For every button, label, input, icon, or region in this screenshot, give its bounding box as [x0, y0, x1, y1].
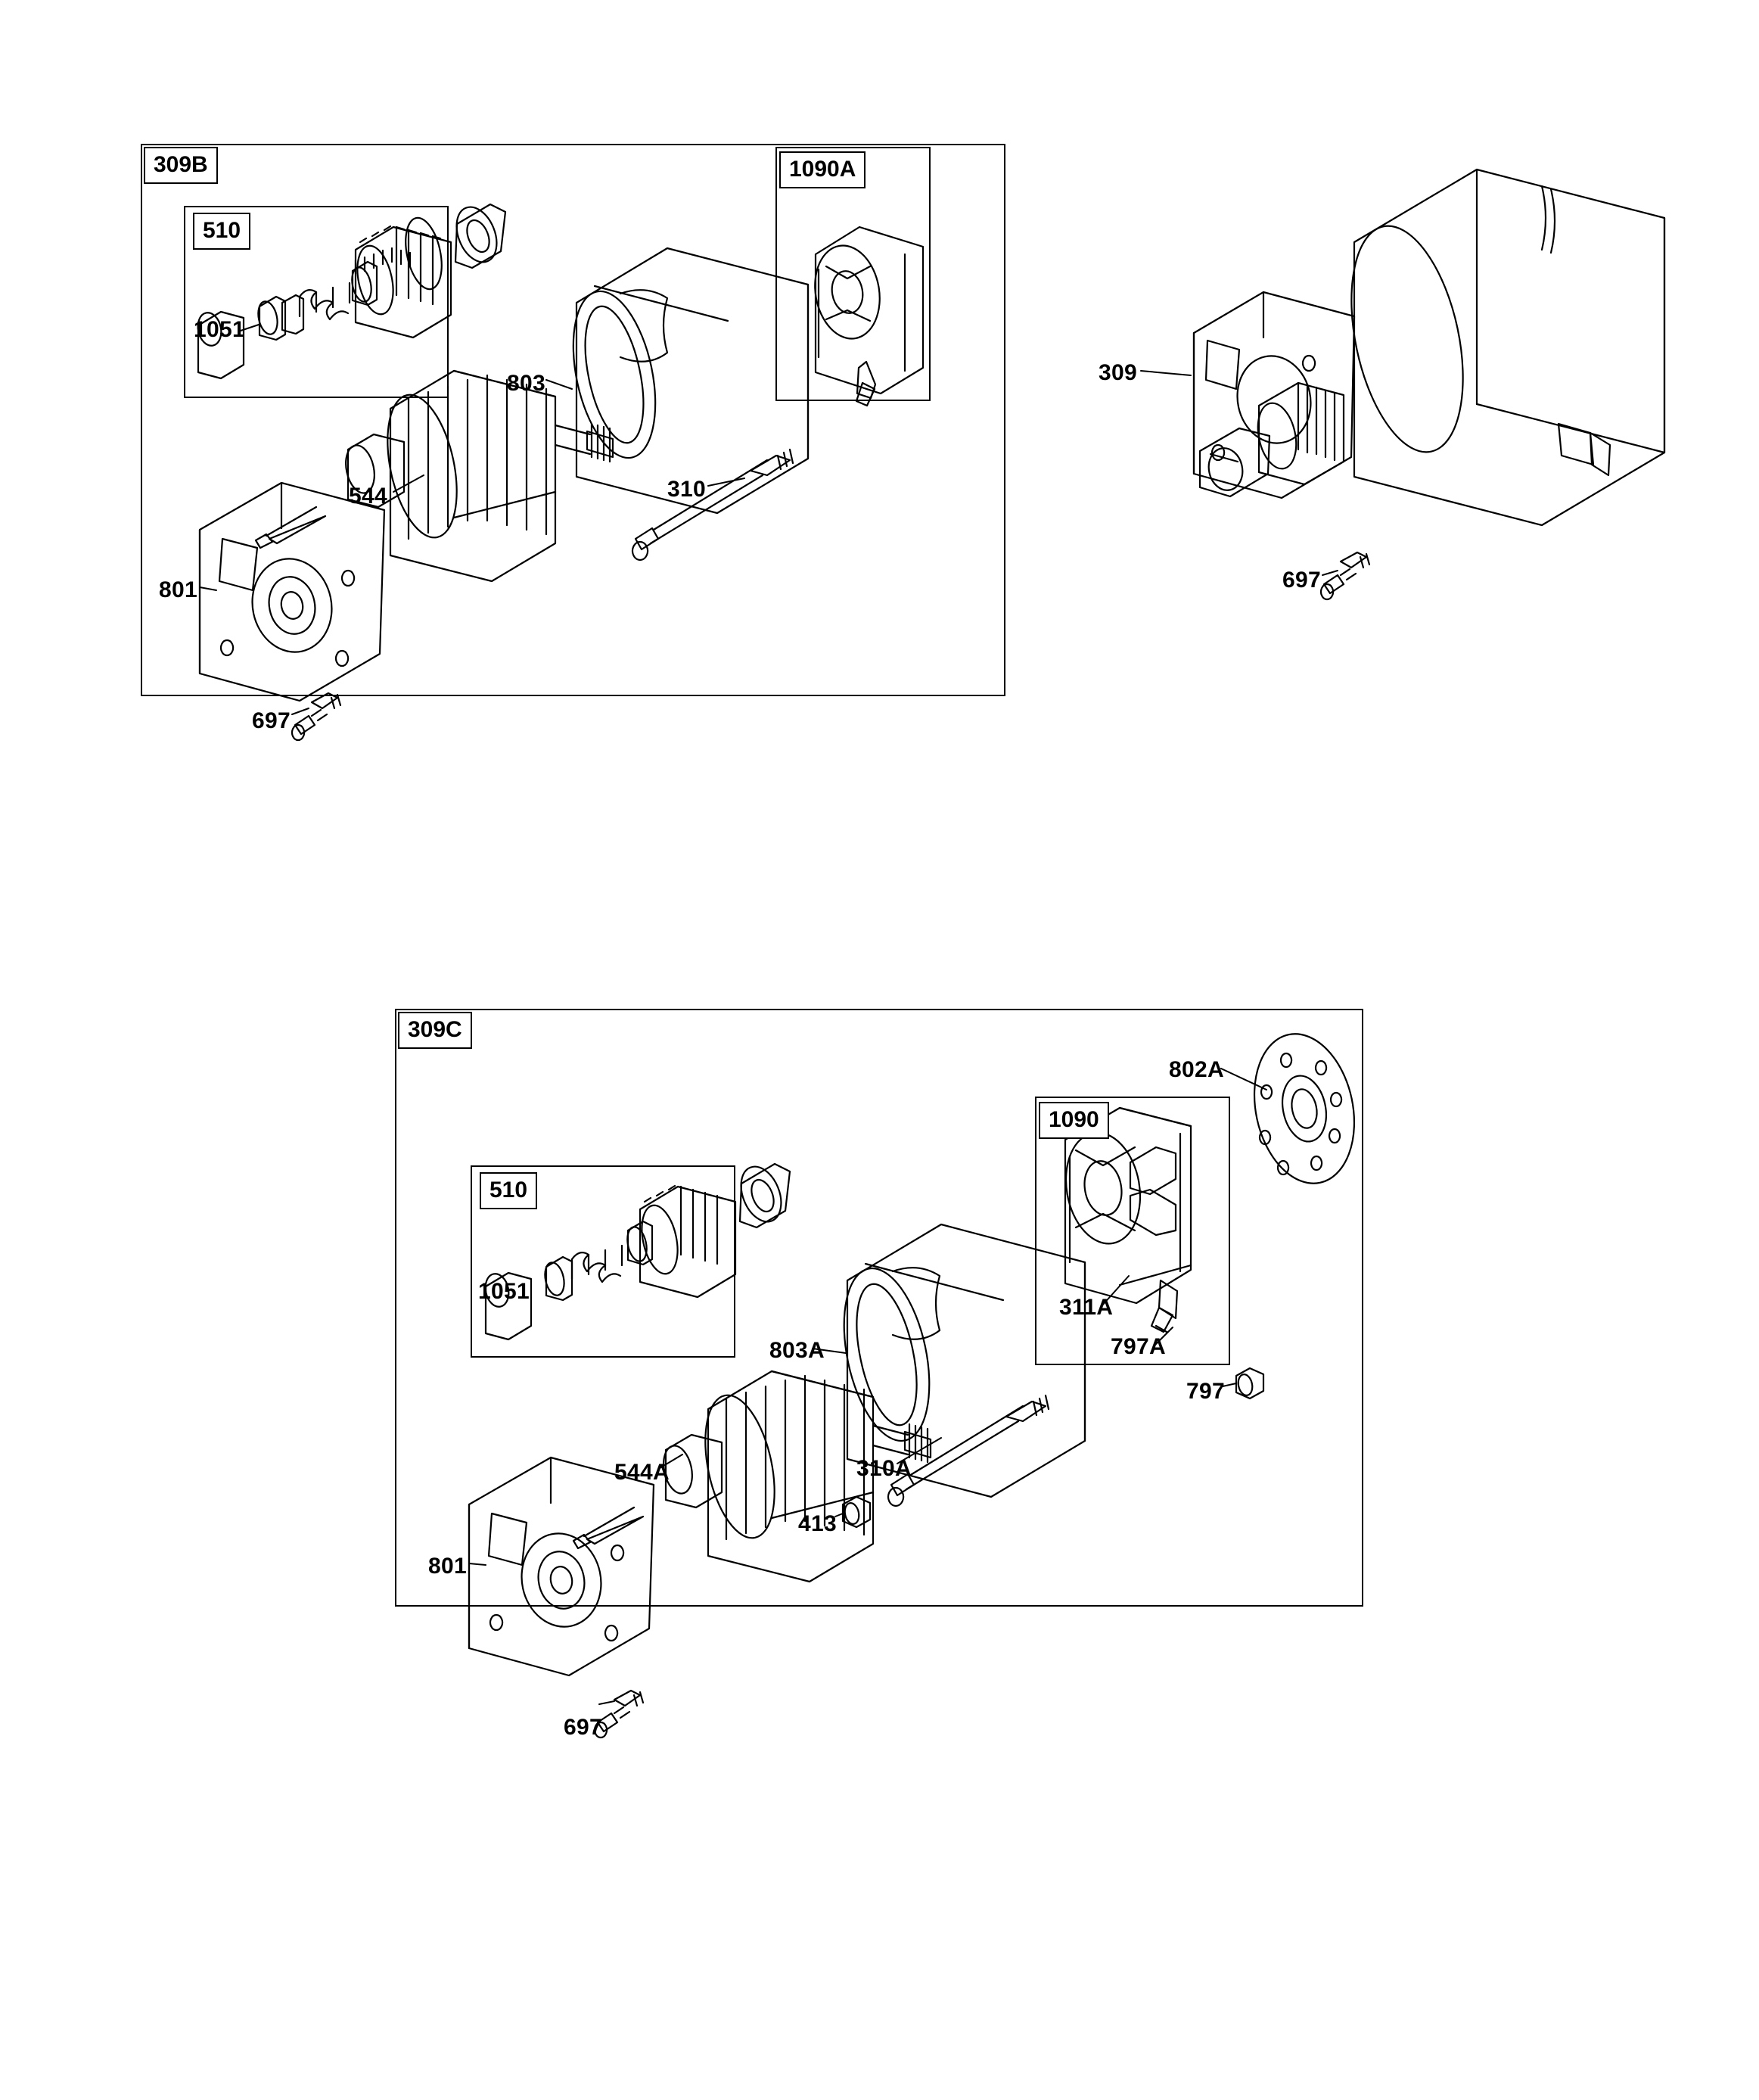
part-label-801-c[interactable]: 801 — [428, 1554, 467, 1579]
part-label-309[interactable]: 309 — [1099, 360, 1137, 385]
part-label-697-b[interactable]: 697 — [252, 708, 291, 733]
group-label-309C[interactable]: 309C — [398, 1012, 472, 1049]
part-label-1051-c[interactable]: 1051 — [478, 1279, 530, 1304]
part-label-544A[interactable]: 544A — [614, 1460, 670, 1485]
part-label-803[interactable]: 803 — [507, 371, 545, 396]
subgroup-label-1090A[interactable]: 1090A — [779, 151, 866, 188]
part-label-803A[interactable]: 803A — [769, 1338, 825, 1363]
subgroup-label-510-c[interactable]: 510 — [480, 1172, 537, 1209]
art-697-screw-b — [292, 693, 340, 740]
subgroup-label-510[interactable]: 510 — [193, 213, 250, 250]
part-label-801[interactable]: 801 — [159, 577, 197, 602]
part-label-797[interactable]: 797 — [1186, 1379, 1225, 1404]
part-label-802A[interactable]: 802A — [1169, 1057, 1224, 1082]
art-309-assembled — [1194, 170, 1664, 525]
part-label-310[interactable]: 310 — [667, 477, 706, 502]
subgroup-label-1090[interactable]: 1090 — [1039, 1102, 1109, 1139]
part-label-311A[interactable]: 311A — [1059, 1295, 1114, 1320]
part-label-310A[interactable]: 310A — [856, 1456, 912, 1481]
part-label-697-right[interactable]: 697 — [1282, 568, 1321, 593]
part-label-544[interactable]: 544 — [349, 484, 387, 509]
part-label-413[interactable]: 413 — [798, 1511, 837, 1536]
art-697-screw-right — [1321, 552, 1369, 599]
group-label-309B[interactable]: 309B — [144, 147, 218, 184]
part-label-697-c[interactable]: 697 — [564, 1715, 602, 1740]
part-label-1051[interactable]: 1051 — [194, 317, 245, 342]
part-label-797A[interactable]: 797A — [1111, 1334, 1166, 1359]
